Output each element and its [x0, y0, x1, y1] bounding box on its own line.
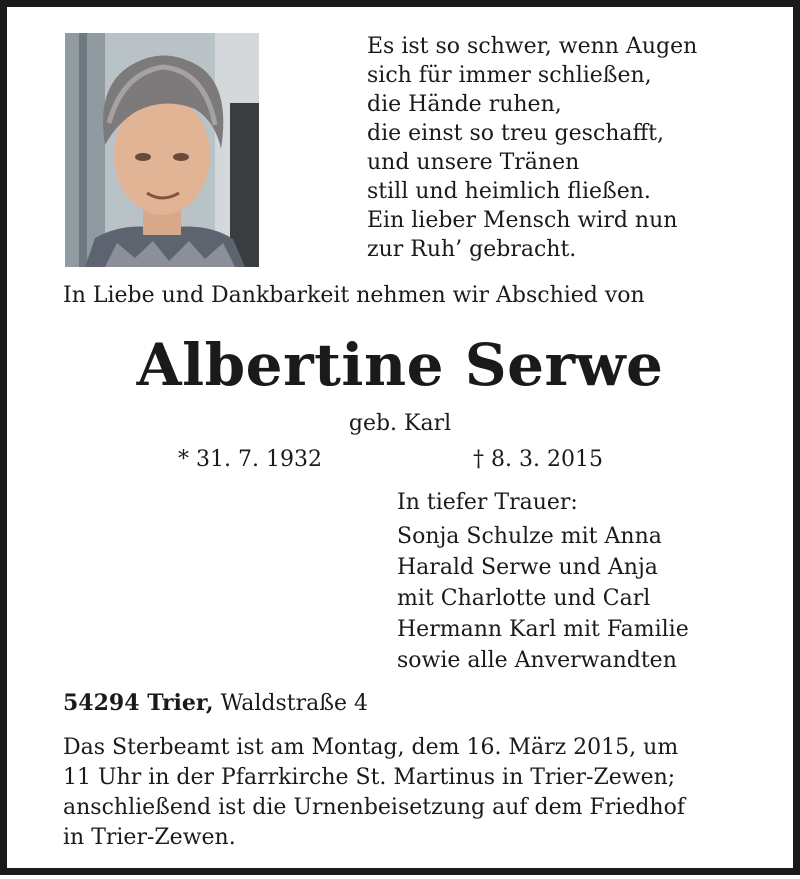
- address-postal-city: 54294 Trier,: [63, 690, 214, 716]
- mourner-line: mit Charlotte und Carl: [397, 586, 651, 611]
- farewell-intro: In Liebe und Dankbarkeit nehmen wir Abschied von: [63, 283, 645, 308]
- service-line: Das Sterbeamt ist am Montag, dem 16. März 2015, um: [63, 735, 679, 760]
- memorial-poem: [367, 32, 787, 264]
- mourner-line: Sonja Schulze mit Anna: [397, 524, 662, 549]
- family-address: [63, 690, 368, 716]
- poem-line: still und heimlich fließen.: [367, 179, 651, 204]
- service-line: anschließend ist die Urnenbeisetzung auf dem Friedhof: [63, 795, 685, 820]
- birth-date: * 31. 7. 1932: [178, 447, 322, 472]
- mourners-list: [397, 487, 689, 676]
- mourners-heading: In tiefer Trauer:: [397, 490, 578, 515]
- poem-line: die Hände ruhen,: [367, 92, 562, 117]
- funeral-service-info: [63, 733, 783, 853]
- poem-line: Es ist so schwer, wenn Augen: [367, 34, 698, 59]
- mourner-line: Hermann Karl mit Familie: [397, 617, 689, 642]
- poem-line: die einst so treu geschafft,: [367, 121, 665, 146]
- death-date: † 8. 3. 2015: [473, 447, 603, 472]
- poem-line: sich für immer schließen,: [367, 63, 652, 88]
- deceased-name: Albertine Serwe: [136, 331, 664, 399]
- address-street: Waldstraße 4: [220, 691, 368, 716]
- service-line: 11 Uhr in der Pfarrkirche St. Martinus in Trier-Zewen;: [63, 765, 676, 790]
- mourner-line: sowie alle Anverwandten: [397, 648, 677, 673]
- mourner-line: Harald Serwe und Anja: [397, 555, 658, 580]
- poem-line: und unsere Tränen: [367, 150, 580, 175]
- portrait-illustration: [65, 33, 259, 267]
- poem-line: zur Ruh’ gebracht.: [367, 237, 577, 262]
- maiden-name: geb. Karl: [348, 411, 452, 436]
- service-line: in Trier-Zewen.: [63, 825, 236, 850]
- poem-line: Ein lieber Mensch wird nun: [367, 208, 678, 233]
- portrait-photo: [65, 33, 259, 267]
